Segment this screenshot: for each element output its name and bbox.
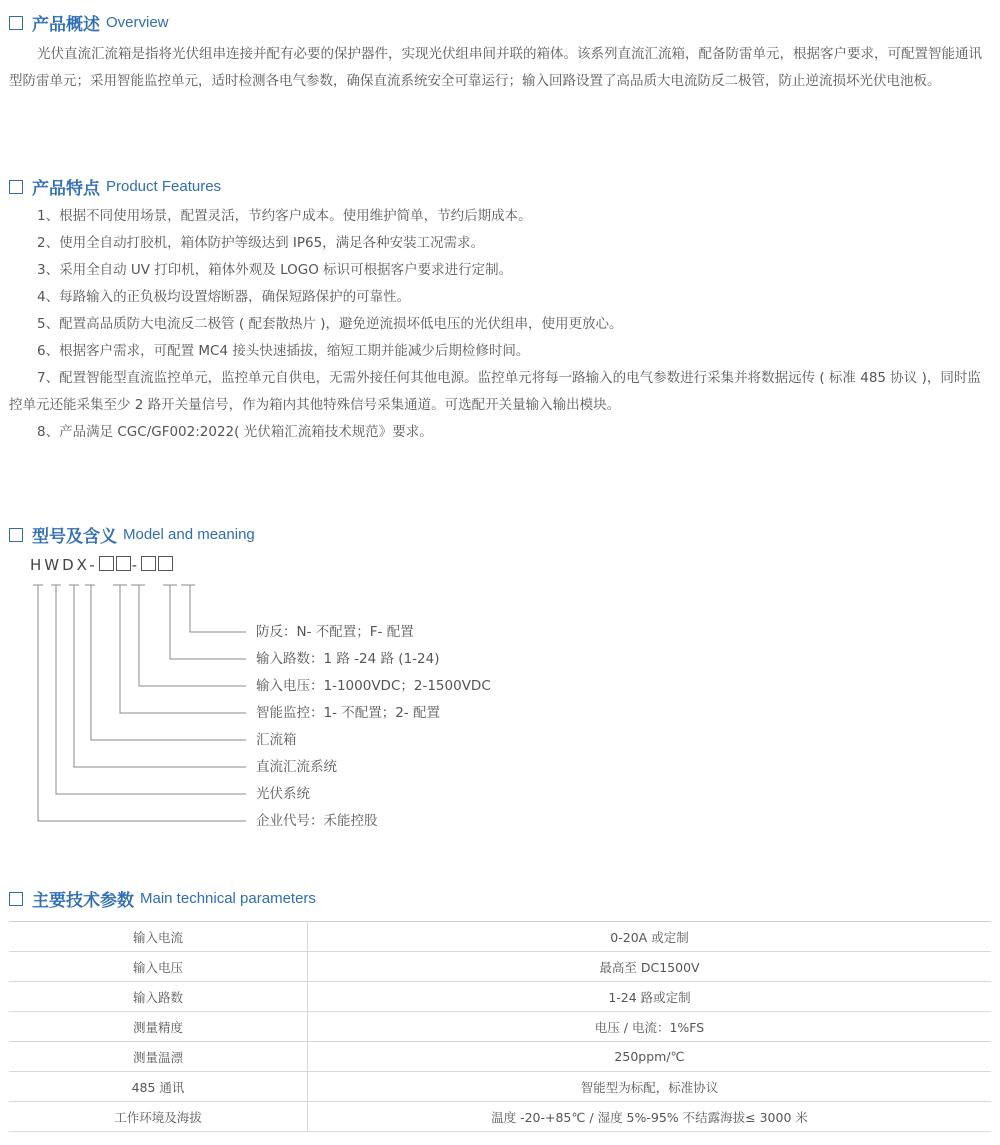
placeholder-box-icon [141, 556, 156, 571]
table-row [9, 1012, 991, 1042]
param-name: 485 通讯 [9, 1072, 308, 1102]
param-value: 智能型为标配，标准协议 [308, 1072, 992, 1102]
square-bullet-icon [9, 16, 23, 30]
feature-item: 4、每路输入的正负极均设置熔断器，确保短路保护的可靠性。 [37, 289, 411, 305]
leader-line [170, 585, 246, 659]
feature-item: 3、采用全自动 UV 打印机，箱体外观及 LOGO 标识可根据客户要求进行定制。 [37, 262, 513, 278]
placeholder-box-icon [99, 556, 114, 571]
model-code-separator: - [131, 556, 141, 574]
features-title-en: Product Features [106, 178, 222, 195]
params-title-cn: 主要技术参数 [32, 891, 134, 911]
param-name: 测量温漂 [9, 1042, 308, 1072]
model-label-pv-system: 光伏系统 [256, 786, 310, 802]
model-label-dc-system: 直流汇流系统 [256, 759, 337, 775]
overview-title-cn: 产品概述 [32, 15, 100, 35]
table-row [9, 982, 991, 1012]
param-name: 测量精度 [9, 1012, 308, 1042]
param-name: 输入路数 [9, 982, 308, 1012]
feature-item: 7、配置智能型直流监控单元，监控单元自供电，无需外接任何其他电源。监控单元将每一路输入的电气参数进行采集并将数据远传 ( 标准 485 协议 )，同时监控单元还能采集至少 2 路开关量信号，作为箱内其他特殊信号采集通道。可选配开关量输入输出模块。 [9, 370, 981, 413]
params-heading [9, 886, 316, 911]
features-heading [9, 174, 221, 199]
model-label-combiner-box: 汇流箱 [256, 732, 297, 748]
model-label-input-voltage: 输入电压：1-1000VDC；2-1500VDC [256, 678, 491, 694]
placeholder-box-icon [158, 556, 173, 571]
leader-line [56, 585, 246, 794]
model-title-cn: 型号及含义 [32, 527, 117, 547]
overview-text-block [9, 41, 991, 95]
param-value: 0-20A 或定制 [308, 922, 992, 952]
leader-line [38, 585, 246, 821]
features-title-cn: 产品特点 [32, 179, 100, 199]
feature-item: 6、根据客户需求，可配置 MC4 接头快速插拔，缩短工期并能减少后期检修时间。 [37, 343, 530, 359]
overview-paragraph: 光伏直流汇流箱是指将光伏组串连接并配有必要的保护器件，实现光伏组串间并联的箱体。该系列直流汇流箱，配备防雷单元，根据客户要求，可配置智能通讯型防雷单元；采用智能监控单元，适时检测各电气参数，确保直流系统安全可靠运行；输入回路设置了高品质大电流防反二极管，防止逆流损坏光伏电池板。 [9, 46, 982, 89]
params-title-en: Main technical parameters [140, 890, 316, 907]
param-value: 最高至 DC1500V [308, 952, 992, 982]
model-heading [9, 522, 255, 547]
param-value: 1-24 路或定制 [308, 982, 992, 1012]
model-label-company-code: 企业代号：禾能控股 [256, 813, 378, 829]
model-label-reverse: 防反：N- 不配置；F- 配置 [256, 624, 414, 640]
model-label-input-count: 输入路数：1 路 -24 路 (1-24) [256, 651, 440, 667]
placeholder-box-icon [116, 556, 131, 571]
param-value: 温度 -20-+85℃ / 湿度 5%-95% 不结露海拔≤ 3000 米 [308, 1102, 992, 1132]
feature-item: 1、根据不同使用场景，配置灵活，节约客户成本。使用维护简单，节约后期成本。 [37, 208, 532, 224]
square-bullet-icon [9, 180, 23, 194]
param-name: 输入电流 [9, 922, 308, 952]
model-label-monitoring: 智能监控：1- 不配置；2- 配置 [256, 705, 441, 721]
overview-title-en: Overview [106, 14, 169, 31]
table-row [9, 922, 991, 952]
feature-item: 8、产品满足 CGC/GF002:2022( 光伏箱汇流箱技术规范》要求。 [37, 424, 433, 440]
table-row [9, 1042, 991, 1072]
param-name: 工作环境及海拔 [9, 1102, 308, 1132]
model-code [30, 556, 174, 574]
model-code-prefix: HWDX- [30, 556, 98, 574]
square-bullet-icon [9, 528, 23, 542]
table-row [9, 1102, 991, 1132]
param-value: 250ppm/℃ [308, 1042, 992, 1072]
leader-line [190, 585, 246, 632]
param-name: 输入电压 [9, 952, 308, 982]
table-row [9, 952, 991, 982]
feature-item: 5、配置高品质防大电流反二极管 ( 配套散热片 )，避免逆流损坏低电压的光伏组串，使用更放心。 [37, 316, 623, 332]
leader-line [91, 585, 246, 740]
params-table [9, 921, 991, 1132]
model-bracket-lines [0, 580, 260, 825]
leader-line [139, 585, 246, 686]
model-title-en: Model and meaning [123, 526, 255, 543]
param-value: 电压 / 电流：1%FS [308, 1012, 992, 1042]
feature-item: 2、使用全自动打胶机，箱体防护等级达到 IP65，满足各种安装工况需求。 [37, 235, 485, 251]
overview-heading [9, 10, 169, 35]
table-row [9, 1072, 991, 1102]
square-bullet-icon [9, 892, 23, 906]
features-list [9, 203, 991, 446]
